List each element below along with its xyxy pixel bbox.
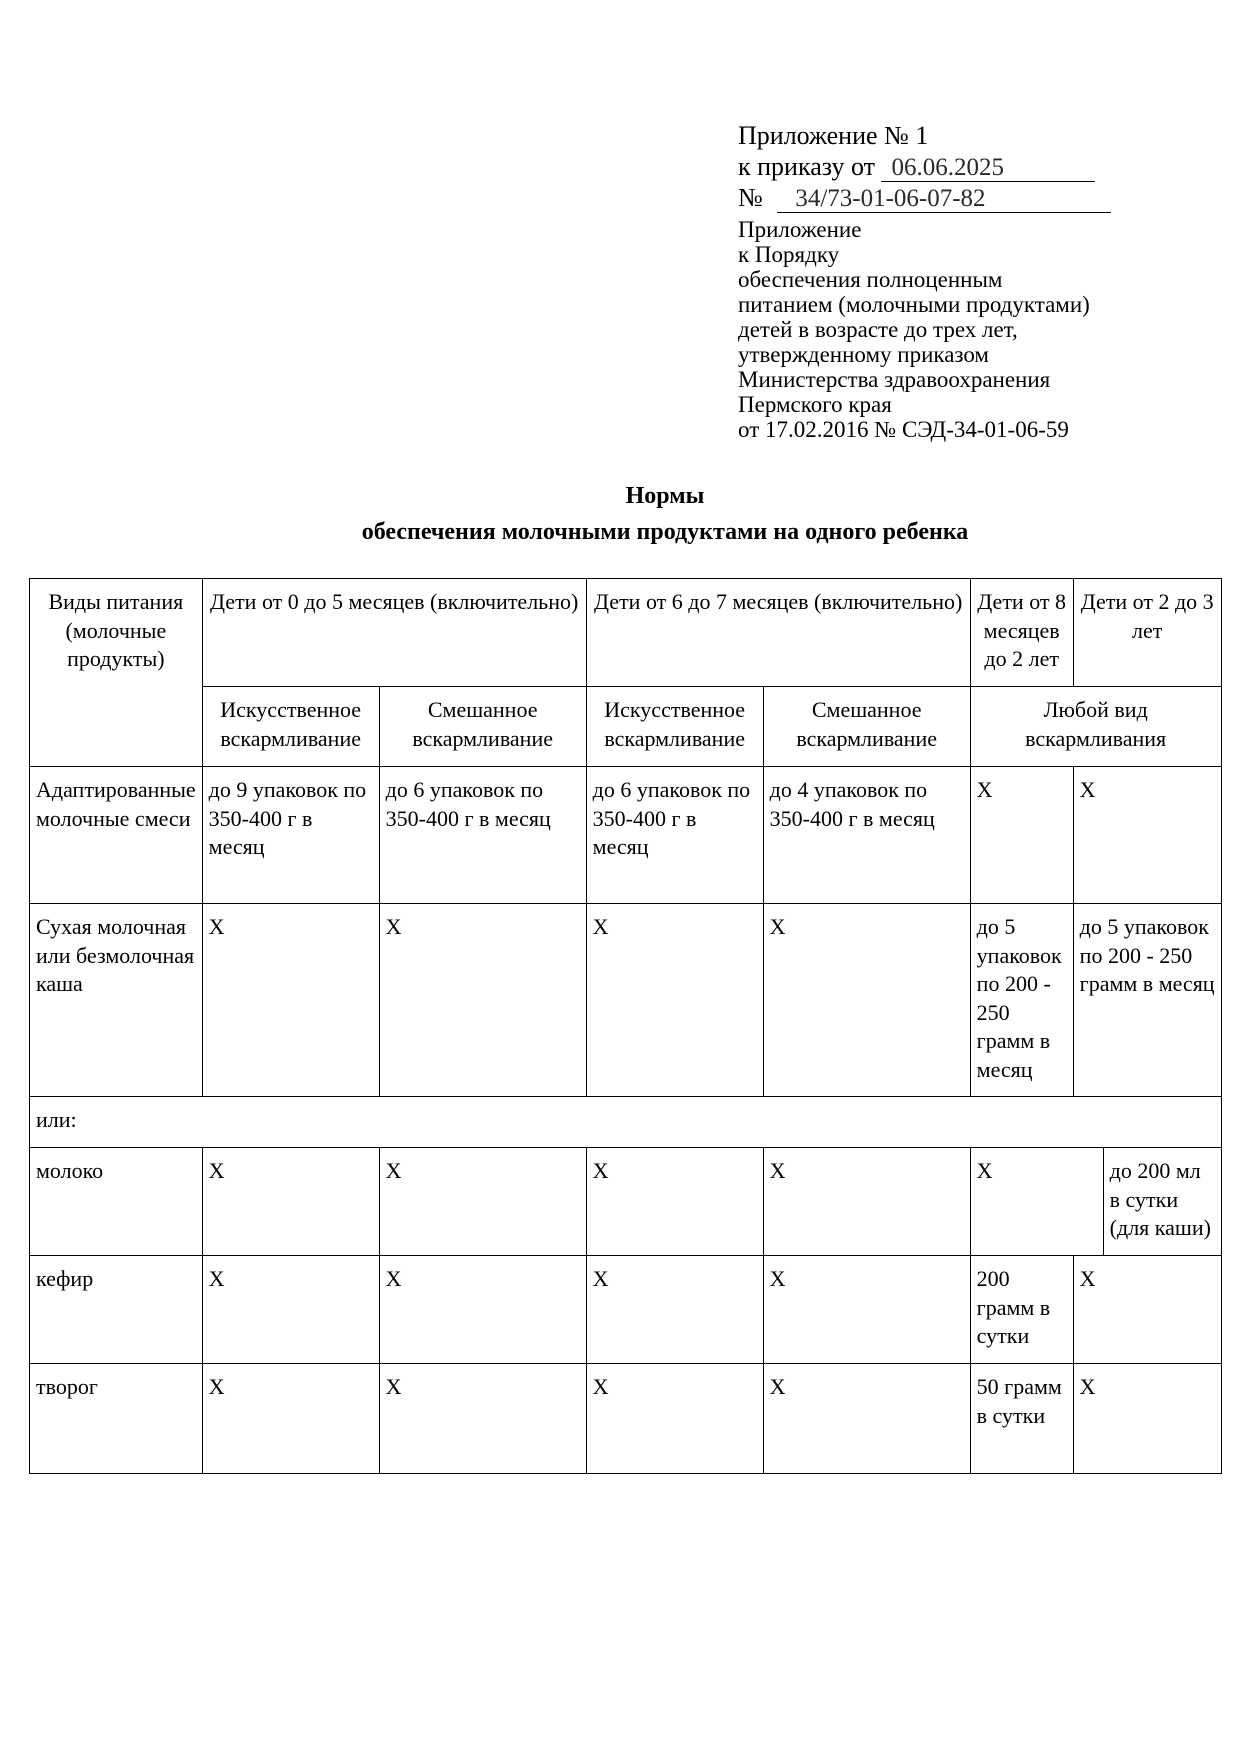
norms-table [29, 578, 1222, 1474]
table-cell: Х [586, 1256, 763, 1364]
order-number-value: 34/73-01-06-07-82 [777, 186, 1111, 213]
header-cell-age-0-5: Дети от 0 до 5 месяцев (включительно) [202, 579, 586, 687]
appendix-ref-line: к Порядку [738, 242, 840, 267]
table-cell: Х [379, 1148, 586, 1256]
table-cell: Х [763, 1364, 970, 1474]
appendix-ref-line: обеспечения полноценным [738, 267, 1003, 292]
table-cell: Х [202, 1364, 379, 1474]
table-subheader-row [30, 687, 1222, 767]
table-cell: Х [763, 904, 970, 1097]
table-cell: Х [202, 904, 379, 1097]
table-cell: Х [379, 1364, 586, 1474]
table-row [30, 1148, 1222, 1256]
table-cell: Х [202, 1256, 379, 1364]
table-row [30, 1364, 1222, 1474]
appendix-ref-line: от 17.02.2016 № СЭД-34-01-06-59 [738, 417, 1069, 442]
row-label: творог [30, 1364, 203, 1474]
header-cell-any: Любой вид вскармливания [970, 687, 1221, 767]
header-cell-age-6-7: Дети от 6 до 7 месяцев (включительно) [586, 579, 970, 687]
table-cell: 50 грамм в сутки [970, 1364, 1073, 1474]
appendix-ref-line: детей в возрасте до трех лет, [738, 317, 1018, 342]
table-cell: до 5 упаковок по 200 - 250 грамм в месяц [1073, 904, 1221, 1097]
table-cell: Х [379, 1256, 586, 1364]
row-label: кефир [30, 1256, 203, 1364]
table-cell: Х [970, 1148, 1103, 1256]
row-label: Сухая молочная или безмолочная каша [30, 904, 203, 1097]
header-cell-artificial: Искусственное вскармливание [202, 687, 379, 767]
table-cell: Х [586, 1364, 763, 1474]
header-cell-types: Виды питания (молочные продукты) [30, 579, 203, 767]
table-cell: Х [763, 1256, 970, 1364]
table-row [30, 904, 1222, 1097]
table-cell: до 4 упаковок по 350-400 г в месяц [763, 767, 970, 904]
table-cell: Х [1073, 1364, 1221, 1474]
order-date-value: 06.06.2025 [881, 155, 1095, 182]
row-label: молоко [30, 1148, 203, 1256]
order-number-label: № [738, 183, 763, 212]
table-cell: до 9 упаковок по 350-400 г в месяц [202, 767, 379, 904]
table-cell: Х [202, 1148, 379, 1256]
table-row [30, 767, 1222, 904]
table-cell: Х [379, 904, 586, 1097]
appendix-header [738, 120, 1218, 442]
table-cell: Х [586, 1148, 763, 1256]
appendix-reference [738, 217, 1218, 442]
table-cell: до 6 упаковок по 350-400 г в месяц [379, 767, 586, 904]
appendix-ref-line: Пермского края [738, 392, 892, 417]
appendix-number: Приложение № 1 [738, 121, 929, 150]
header-cell-artificial: Искусственное вскармливание [586, 687, 763, 767]
appendix-ref-line: утвержденному приказом [738, 342, 989, 367]
row-label: Адаптированные молочные смеси [30, 767, 203, 904]
document-title [0, 478, 1240, 550]
order-date-line [738, 151, 1218, 182]
table-cell: Х [1073, 767, 1221, 904]
table-cell: Х [970, 767, 1073, 904]
header-cell-age-8-2: Дети от 8 месяцев до 2 лет [970, 579, 1073, 687]
appendix-ref-line: питанием (молочными продуктами) [738, 292, 1090, 317]
table-cell: до 6 упаковок по 350-400 г в месяц [586, 767, 763, 904]
table-row [30, 1256, 1222, 1364]
header-cell-mixed: Смешанное вскармливание [379, 687, 586, 767]
order-number-line [738, 182, 1218, 213]
separator-cell-or: или: [30, 1097, 1222, 1148]
title-line-1: Нормы [625, 483, 705, 509]
table-cell: до 200 мл в сутки (для каши) [1103, 1148, 1221, 1256]
appendix-ref-line: Приложение [738, 217, 862, 242]
table-cell: Х [1073, 1256, 1221, 1364]
table-cell: Х [763, 1148, 970, 1256]
title-line-2: обеспечения молочными продуктами на одного ребенка [361, 519, 969, 545]
order-date-label: к приказу от [738, 152, 875, 181]
table-cell: 200 грамм в сутки [970, 1256, 1073, 1364]
table-header-row [30, 579, 1222, 687]
appendix-ref-line: Министерства здравоохранения [738, 367, 1051, 392]
table-cell: до 5 упаковок по 200 - 250 грамм в месяц [970, 904, 1073, 1097]
table-cell: Х [586, 904, 763, 1097]
table-row-separator [30, 1097, 1222, 1148]
header-cell-mixed: Смешанное вскармливание [763, 687, 970, 767]
header-cell-age-2-3: Дети от 2 до 3 лет [1073, 579, 1221, 687]
